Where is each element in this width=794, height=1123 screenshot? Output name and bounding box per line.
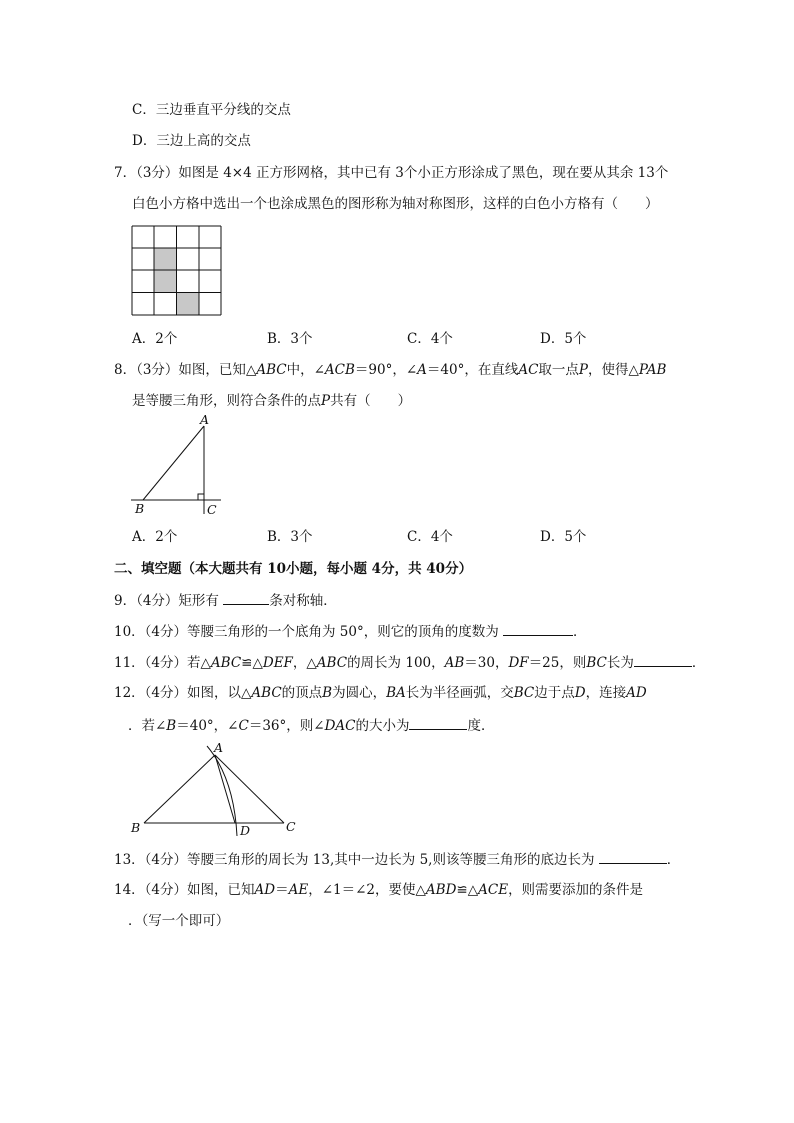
q11-text: ． (691, 655, 706, 671)
q8-triangle-figure (128, 414, 228, 520)
q11-side-bc: BC (586, 655, 607, 671)
q7-grid-figure (131, 225, 225, 317)
q8-triangle-abc: △ABC (245, 362, 287, 378)
section-2-title: 二、填空题（本大题共有 10小题，每小题 4分，共 40分） (114, 561, 473, 577)
q12-text: 长为半径画弧，交 (405, 685, 514, 701)
q7-shaded-cell (154, 248, 176, 271)
q12-point-b: B (322, 685, 333, 701)
q12-label-b: B (131, 820, 141, 835)
q12-side-bc: BC (513, 685, 535, 701)
q8-stem-line2 (132, 392, 411, 410)
q13-stem (114, 850, 680, 869)
q8-text: ＝40°，在直线 (426, 362, 519, 378)
q6-option-c: C．三边垂直平分线的交点 (132, 102, 291, 118)
q12-segment-ba: BA (386, 685, 406, 701)
q12-text: 为圆心， (332, 685, 387, 701)
q12-angle-b: ∠B (155, 718, 177, 734)
q12-triangle-abc: △ABC (241, 685, 282, 701)
q14-text: ＝ (275, 882, 289, 898)
q11-text: ＝30， (464, 655, 509, 671)
q11-text: ≌ (241, 655, 253, 671)
q12-text: 12．（4分）如图，以 (114, 685, 242, 701)
q11-text: 的周长为 100， (347, 655, 445, 671)
q11-text: ， (292, 655, 307, 671)
q8-line-ac: AC (518, 362, 539, 378)
q8-label-a: A (200, 414, 210, 427)
q14-triangle-abd: △ABD (415, 882, 457, 898)
q8-text: ，使得 (588, 362, 629, 378)
q10-text: 10．（4分）等腰三角形的一个底角为 50°，则它的顶角的度数为 (114, 624, 499, 640)
q14-segment-ad: AD (254, 882, 276, 898)
q7-shaded-cell (177, 293, 199, 316)
q14-text: ，∠1＝∠2，要使 (308, 882, 416, 898)
q12-answer-blank[interactable] (409, 716, 467, 730)
q13-text: ． (666, 852, 681, 868)
q12-angle-dac: ∠DAC (313, 718, 356, 734)
q12-segment-ad: AD (626, 685, 647, 701)
q8-option-b: B．3个 (267, 529, 313, 545)
q6-option-d: D．三边上高的交点 (132, 133, 251, 149)
q12-stem-line1 (114, 684, 647, 702)
q13-answer-blank[interactable] (599, 850, 667, 864)
q14-text: ≌ (456, 882, 468, 898)
q12-label-d: D (240, 823, 251, 838)
q10-stem (114, 622, 587, 641)
q14-triangle-ace: △ACE (467, 882, 509, 898)
q7-shaded-cell (154, 270, 176, 293)
q8-triangle-pab: △PAB (628, 362, 667, 378)
q7-option-b: B．3个 (267, 331, 313, 347)
q12-text: 的顶点 (281, 685, 323, 701)
q12-angle-c: ∠C (227, 718, 249, 734)
q11-text: 长为 (606, 655, 634, 671)
q8-angle-acb: ∠ACB (313, 362, 355, 378)
q12-stem-line2 (128, 716, 494, 735)
q11-triangle-abc: △ABC (200, 655, 242, 671)
q12-text: ＝40°， (176, 718, 228, 734)
q9-answer-blank[interactable] (223, 591, 269, 605)
q10-text: ． (573, 624, 587, 640)
q8-angle-a: ∠A (405, 362, 427, 378)
q8-side-ab (143, 426, 204, 500)
q11-triangle-abc: △ABC (306, 655, 348, 671)
q11-stem (114, 653, 705, 672)
q12-text: ＝36°，则 (248, 718, 314, 734)
q12-point-d: D (574, 685, 586, 701)
q12-label-a: A (214, 740, 224, 755)
q7-option-a: A．2个 (132, 331, 178, 347)
q12-triangle-figure (126, 740, 306, 840)
q11-side-df: DF (508, 655, 529, 671)
q12-text: 边于点 (534, 685, 575, 701)
q12-text: 的大小为 (355, 718, 410, 734)
q8-option-c: C．4个 (407, 529, 453, 545)
q14-segment-ae: AE (288, 882, 309, 898)
q14-stem-line2: ．（写一个即可） (128, 913, 230, 929)
q7-option-d: D．5个 (540, 331, 587, 347)
q8-point-p: P (578, 362, 589, 378)
q12-text: 度． (467, 718, 495, 734)
q7-stem-line2: 白色小方格中选出一个也涂成黑色的图形称为轴对称图形，这样的白色小方格有（ ） (132, 196, 659, 212)
q9-text: 9．（4分）矩形有 (114, 593, 219, 609)
q8-stem-line1 (114, 361, 666, 379)
q10-answer-blank[interactable] (503, 622, 573, 636)
q12-text: ，连接 (585, 685, 627, 701)
q11-text: 11．（4分）若 (114, 655, 201, 671)
q7-option-c: C．4个 (407, 331, 453, 347)
q14-text: 14．（4分）如图，已知 (114, 882, 255, 898)
q7-stem-line1: 7．（3分）如图是 4×4 正方形网格，其中已有 3个小正方形涂成了黑色，现在要从其余 13个 (114, 165, 669, 181)
q14-text: ，则需要添加的条件是 (508, 882, 644, 898)
q11-answer-blank[interactable] (634, 653, 692, 667)
q13-text: 13．（4分）等腰三角形的周长为 13,其中一边长为 5,则该等腰三角形的底边长为 (114, 852, 595, 868)
q8-text: 共有（ ） (330, 393, 412, 409)
q12-side-ab (144, 755, 215, 823)
q11-triangle-def: △DEF (252, 655, 293, 671)
q11-side-ab: AB (444, 655, 465, 671)
q9-text: 条对称轴． (269, 593, 337, 609)
q8-point-p: P (321, 393, 331, 409)
q12-text: ．若 (128, 718, 155, 734)
q12-label-c: C (286, 819, 296, 834)
q8-text: 取一点 (538, 362, 579, 378)
q8-label-c: C (207, 502, 217, 517)
q11-text: ＝25，则 (528, 655, 587, 671)
q9-stem (114, 591, 337, 610)
q8-label-b: B (135, 501, 145, 516)
q8-option-d: D．5个 (540, 529, 587, 545)
q8-text: ＝90°， (354, 362, 406, 378)
q14-stem-line1 (114, 881, 643, 899)
q8-text: 中， (286, 362, 314, 378)
q8-right-angle-mark (198, 494, 204, 500)
q8-text: 8．（3分）如图，已知 (114, 362, 246, 378)
q8-text: 是等腰三角形，则符合条件的点 (132, 393, 321, 409)
q8-option-a: A．2个 (132, 529, 178, 545)
